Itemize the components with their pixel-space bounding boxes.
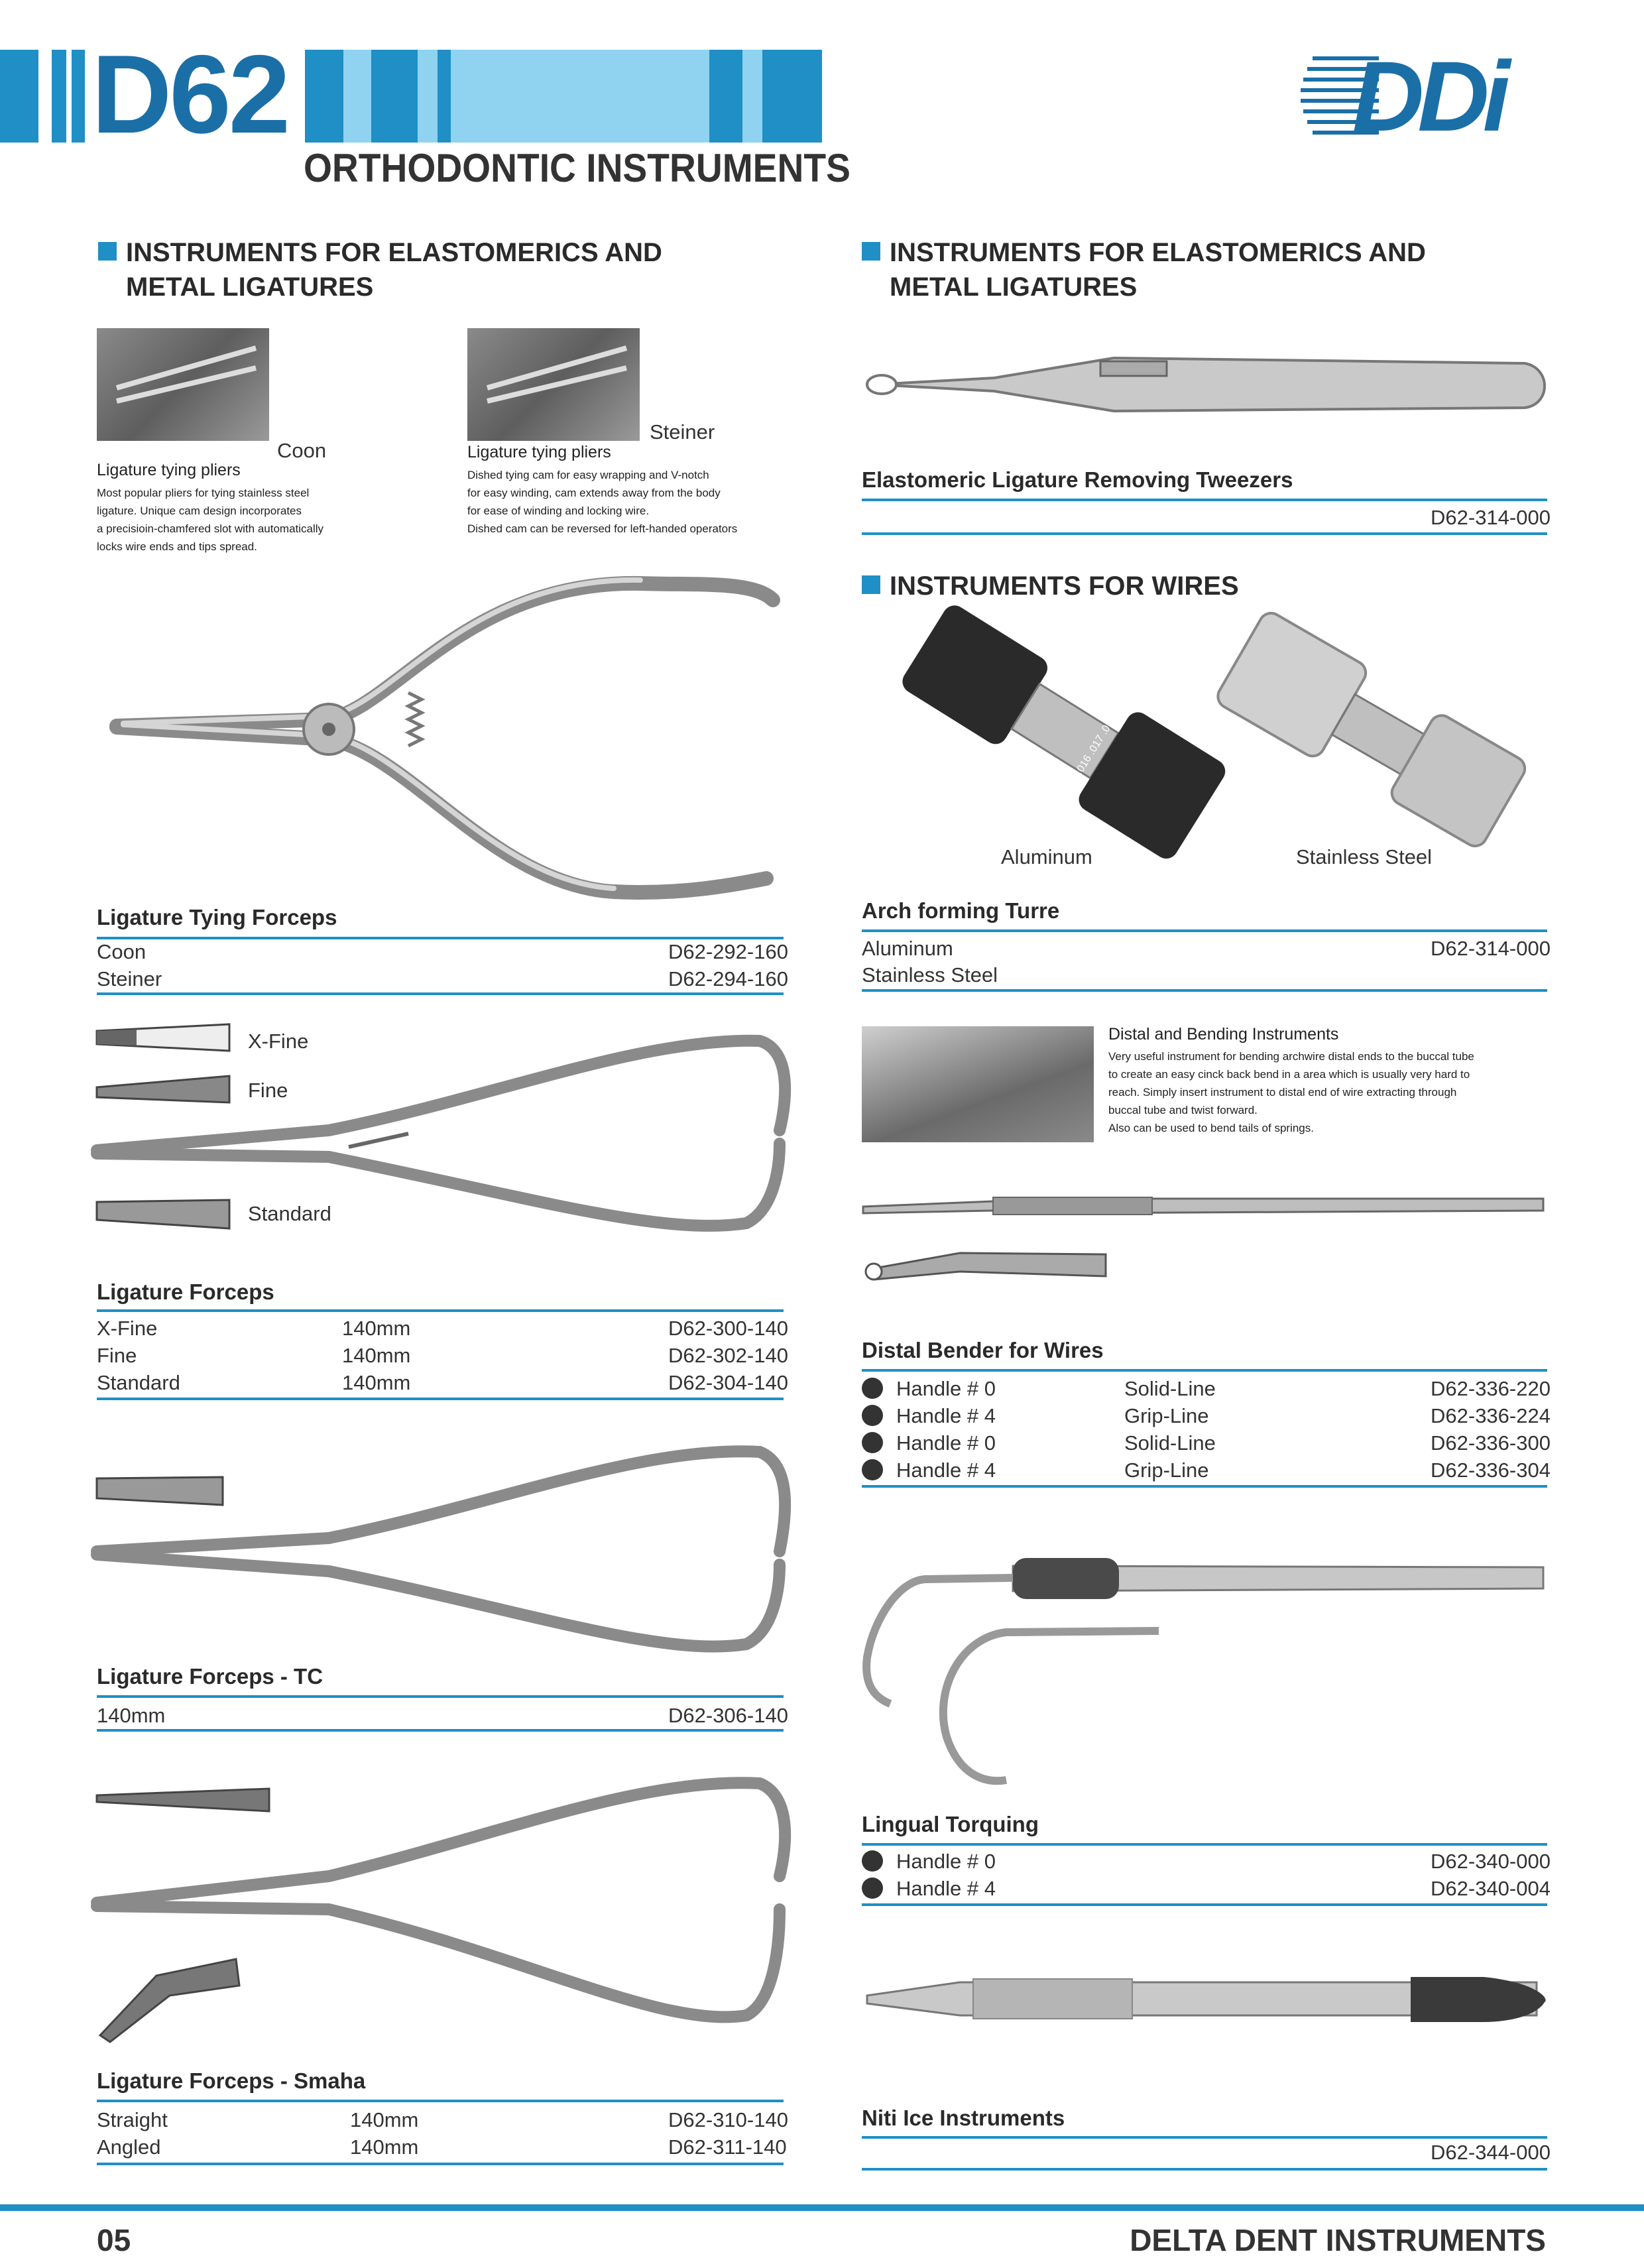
table-row-name: 140mm [97,1704,166,1727]
steiner-label: Steiner [650,420,715,444]
description-line: Dished tying cam for easy wrapping and V-notch [467,469,709,481]
distal-info-description [1108,1047,1474,1137]
divider [97,1729,784,1732]
section-heading-elastomerics-right [890,235,1426,304]
table-row-code: D62-344-000 [1431,2141,1551,2164]
product-title: Elastomeric Ligature Removing Tweezers [862,467,1293,492]
coon-label: Coon [277,439,327,462]
distal-bending-photo [862,1026,1094,1142]
table-row-code: D62-336-300 [1431,1431,1551,1455]
table-row-code: D62-302-140 [668,1344,788,1367]
description-line: buccal tube and twist forward. [1108,1104,1258,1116]
header-bar [52,50,66,143]
brand-logo [1299,40,1551,152]
gauge-mark: .017 [1086,733,1107,757]
section-heading-wires [890,569,1239,603]
handle-label: Handle # 4 [896,1877,996,1900]
table-row-code: D62-306-140 [668,1704,788,1727]
product-title: Ligature Forceps - TC [97,1664,323,1689]
divider [862,2168,1547,2171]
header-bar [72,50,85,143]
divider [97,1398,784,1400]
steiner-heading: Ligature tying pliers [467,443,611,461]
handle-label: Handle # 4 [896,1459,996,1482]
table-row-handle [862,1459,996,1482]
description-line: reach. Simply insert instrument to distal end of wire extracting through [1108,1086,1457,1099]
divider [862,1369,1547,1372]
product-title: Arch forming Turre [862,898,1060,923]
header-bar [762,50,822,143]
catalog-code: D62 [91,32,288,156]
tip-label: Standard [248,1202,331,1225]
ligature-forceps-smaha-image [97,1763,793,2042]
description-line: a precisioin-chamfered slot with automatically [97,522,324,535]
turret-label: Stainless Steel [1296,845,1433,868]
product-title: Lingual Torquing [862,1812,1039,1836]
section-heading-line: METAL LIGATURES [126,272,374,302]
divider [97,2100,784,2102]
company-name: DELTA DENT INSTRUMENTS [1130,2223,1546,2257]
coon-heading: Ligature tying pliers [97,461,241,479]
table-row-name: Fine [97,1344,137,1367]
divider [97,2163,784,2165]
table-row-handle [862,1404,996,1428]
header-bar [438,50,451,143]
description-line: Very useful instrument for bending archwire distal ends to the buccal tube [1108,1050,1474,1063]
table-row-name: X-Fine [97,1317,158,1340]
table-row-handle [862,1877,996,1901]
table-row-code: D62-336-224 [1431,1404,1551,1427]
table-row-code: D62-294-160 [668,967,788,990]
divider [862,2136,1547,2139]
table-row-code: D62-340-000 [1431,1850,1551,1873]
bullet-icon [862,1405,883,1426]
table-row-size: 140mm [350,2108,419,2131]
divider [862,989,1547,992]
ligature-forceps-tc-image [97,1445,793,1664]
divider [97,937,784,939]
table-row-handle [862,1850,996,1874]
coon-tips-photo [97,328,269,441]
niti-instrument-image [860,1962,1550,2035]
bullet-icon [862,1878,883,1899]
lingual-torquing-image [860,1538,1550,1803]
steel-turret-image [1206,630,1525,855]
table-row-size: 140mm [350,2135,419,2159]
divider [862,929,1547,932]
tip-label: X-Fine [248,1030,309,1053]
table-row-size: 140mm [342,1344,411,1367]
footer-bar [0,2204,1644,2211]
table-row-code: D62-336-220 [1431,1377,1551,1400]
divider [862,1903,1547,1906]
section-heading-line: INSTRUMENTS FOR ELASTOMERICS AND [890,238,1426,267]
bullet-icon [862,1850,883,1872]
turret-label: Aluminum [1001,845,1092,868]
steiner-tips-photo [467,328,640,441]
distal-bender-image [860,1187,1550,1293]
table-row-code: D62-340-004 [1431,1877,1551,1900]
divider [97,992,784,995]
section-heading-line: INSTRUMENTS FOR ELASTOMERICS AND [126,238,662,267]
section-heading-elastomerics [126,235,662,304]
logo-text: DDi [1352,40,1504,152]
table-row-code: D62-300-140 [668,1317,788,1340]
product-title: Distal Bender for Wires [862,1338,1104,1362]
divider [862,499,1547,501]
table-row-code: D62-314-000 [1431,506,1551,529]
gauge-mark: .022 [1110,693,1132,717]
divider [862,532,1547,535]
gauge-mark: .018 [1098,713,1119,737]
handle-label: Handle # 0 [896,1377,996,1400]
table-row-code: D62-292-160 [668,940,788,963]
product-title: Niti Ice Instruments [862,2106,1065,2130]
handle-label: Handle # 0 [896,1431,996,1455]
steiner-description [467,466,737,538]
table-row-code: D62-336-304 [1431,1459,1551,1482]
coon-description [97,484,323,556]
table-row-name: Aluminum [862,937,953,960]
description-line: for ease of winding and locking wire. [467,505,650,517]
table-row-type: Solid-Line [1124,1431,1216,1455]
tip-label: Fine [248,1079,288,1102]
page-number: 05 [97,2223,131,2257]
handle-label: Handle # 4 [896,1404,996,1427]
divider [97,1695,784,1698]
header-bar [305,50,343,143]
header-bar [371,50,418,143]
description-line: Dished cam can be reversed for left-handed operators [467,522,738,535]
table-row-code: D62-311-140 [668,2135,787,2159]
table-row-type: Grip-Line [1124,1404,1209,1427]
description-line: for easy winding, cam extends away from the body [467,487,721,499]
table-row-name: Stainless Steel [862,963,998,986]
table-row-name: Standard [97,1371,180,1394]
table-row-code: D62-310-140 [668,2108,788,2131]
bullet-icon [862,1459,883,1480]
table-row-name: Coon [97,940,147,963]
table-row-code: D62-304-140 [668,1371,788,1394]
ligature-forceps-image [97,1024,793,1243]
description-line: Most popular pliers for tying stainless steel [97,487,310,499]
table-row-name: Angled [97,2135,161,2159]
gauge-mark: .016 [1073,753,1094,777]
section-bullet-icon [862,242,880,261]
distal-info-heading: Distal and Bending Instruments [1108,1025,1339,1044]
description-line: to create an easy cinck back bend in a area which is usually very hard to [1108,1068,1470,1081]
ligature-tying-forceps-image [97,554,793,905]
tweezers-image [862,345,1545,424]
section-heading-line: INSTRUMENTS FOR WIRES [890,571,1239,601]
bullet-icon [862,1432,883,1453]
product-title: Ligature Forceps - Smaha [97,2068,366,2093]
header-bar [0,50,38,143]
divider [862,1485,1547,1488]
table-row-size: 140mm [342,1317,411,1340]
header-bar [709,50,742,143]
product-title: Ligature Forceps [97,1280,274,1304]
page-title: ORTHODONTIC INSTRUMENTS [304,146,851,190]
product-title: Ligature Tying Forceps [97,905,337,929]
divider [97,1309,784,1312]
section-heading-line: METAL LIGATURES [890,272,1138,302]
handle-label: Handle # 0 [896,1850,996,1873]
divider [862,1843,1547,1846]
bullet-icon [862,1378,883,1399]
table-row-type: Solid-Line [1124,1377,1216,1400]
section-bullet-icon [862,575,880,594]
description-line: Also can be used to bend tails of springs. [1108,1122,1314,1134]
table-row-handle [862,1431,996,1455]
aluminum-turret-image [882,623,1226,849]
description-line: ligature. Unique cam design incorporates [97,505,302,517]
table-row-name: Straight [97,2108,168,2131]
section-bullet-icon [98,242,117,261]
table-row-code: D62-314-000 [1431,937,1551,960]
table-row-size: 140mm [342,1371,411,1394]
table-row-name: Steiner [97,967,162,990]
description-line: locks wire ends and tips spread. [97,540,257,553]
table-row-type: Grip-Line [1124,1459,1209,1482]
table-row-handle [862,1377,996,1401]
